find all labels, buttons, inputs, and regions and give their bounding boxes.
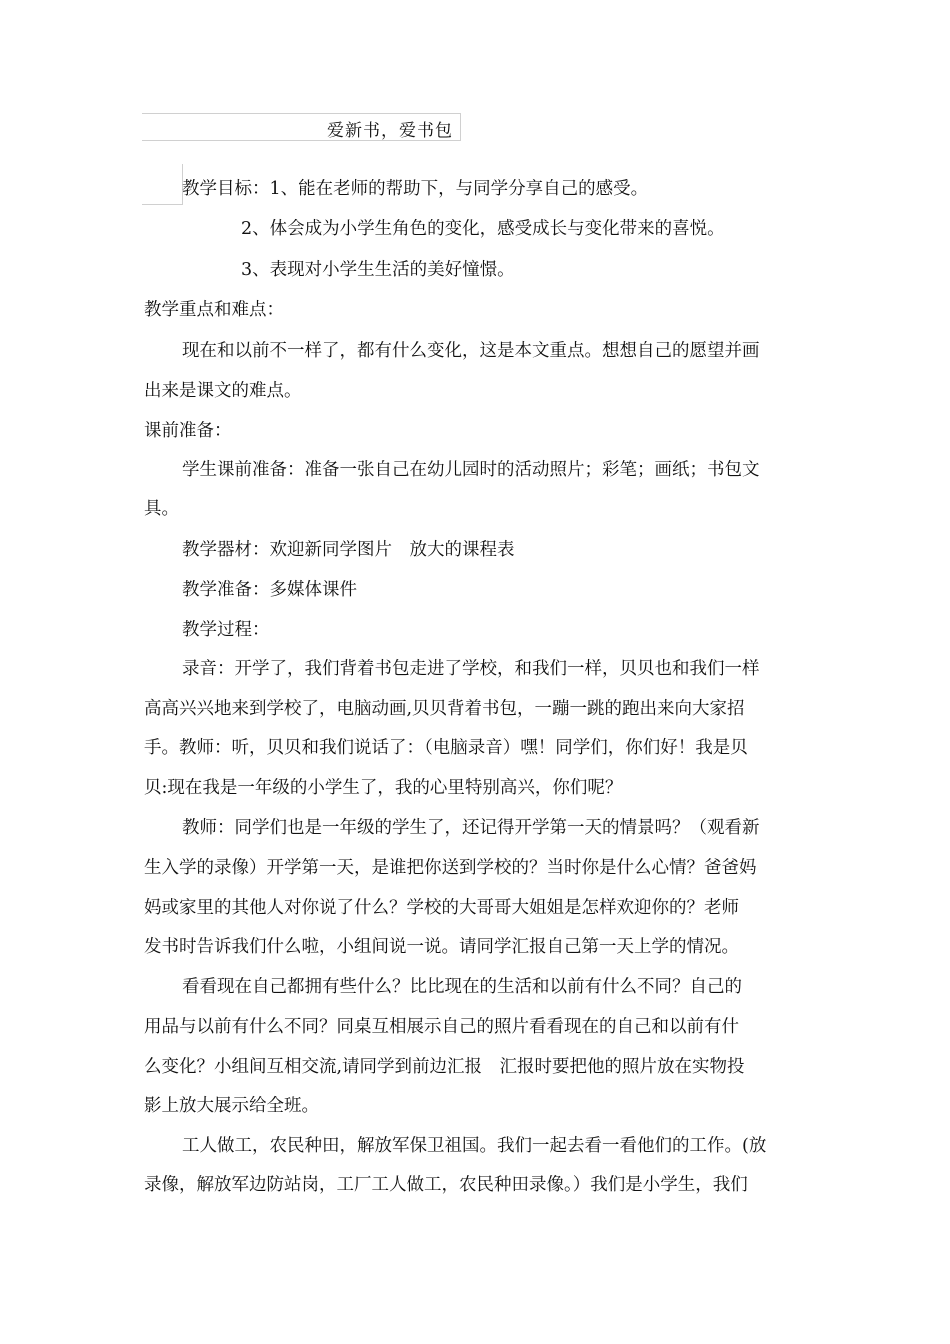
paragraph-line: 教学准备：多媒体课件 <box>182 580 357 600</box>
paragraph-line: 教师：同学们也是一年级的学生了，还记得开学第一天的情景吗？（观看新 <box>182 818 760 838</box>
objective-line-2: 2、体会成为小学生角色的变化，感受成长与变化带来的喜悦。 <box>241 219 725 239</box>
paragraph-line: 现在和以前不一样了，都有什么变化，这是本文重点。想想自己的愿望并画 <box>182 341 760 361</box>
objective-line-3: 3、表现对小学生生活的美好憧憬。 <box>241 260 515 280</box>
paragraph-line: 妈或家里的其他人对你说了什么？学校的大哥哥大姐姐是怎样欢迎你的？老师 <box>144 898 739 918</box>
paragraph-line: 高高兴兴地来到学校了，电脑动画,贝贝背着书包，一蹦一跳的跑出来向大家招 <box>144 699 745 719</box>
paragraph-line: 贝:现在我是一年级的小学生了，我的心里特别高兴，你们呢？ <box>144 778 623 798</box>
paragraph-line: 看看现在自己都拥有些什么？比比现在的生活和以前有什么不同？自己的 <box>182 977 742 997</box>
document-title: 爱新书，爱书包 <box>327 121 453 141</box>
paragraph-line: 学生课前准备：准备一张自己在幼儿园时的活动照片；彩笔；画纸；书包文 <box>182 460 760 480</box>
paragraph-line: 发书时告诉我们什么啦，小组间说一说。请同学汇报自己第一天上学的情况。 <box>144 937 739 957</box>
objective-line-1: 教学目标：1、能在老师的帮助下，与同学分享自己的感受。 <box>182 179 649 199</box>
paragraph-line: 生入学的录像）开学第一天，是谁把你送到学校的？当时你是什么心情？爸爸妈 <box>144 858 757 878</box>
section-heading-preparation: 课前准备： <box>144 421 232 441</box>
paragraph-line: 手。教师：听，贝贝和我们说话了：（电脑录音）嘿！同学们，你们好！我是贝 <box>144 738 748 758</box>
section-heading-key-points: 教学重点和难点： <box>144 300 284 320</box>
paragraph-line: 录像，解放军边防站岗，工厂工人做工，农民种田录像。）我们是小学生，我们 <box>144 1175 748 1195</box>
section-heading-process: 教学过程： <box>182 620 270 640</box>
paragraph-line: 工人做工，农民种田，解放军保卫祖国。我们一起去看一看他们的工作。(放 <box>182 1136 767 1156</box>
paragraph-line: 教学器材：欢迎新同学图片 放大的课程表 <box>182 540 515 560</box>
paragraph-line: 具。 <box>144 499 179 519</box>
paragraph-line: 用品与以前有什么不同？同桌互相展示自己的照片看看现在的自己和以前有什 <box>144 1017 739 1037</box>
paragraph-line: 么变化？小组间互相交流,请同学到前边汇报 汇报时要把他的照片放在实物投 <box>144 1057 745 1077</box>
paragraph-line: 影上放大展示给全班。 <box>144 1096 319 1116</box>
paragraph-line: 出来是课文的难点。 <box>144 381 302 401</box>
corner-mark <box>142 164 183 205</box>
paragraph-line: 录音：开学了，我们背着书包走进了学校，和我们一样，贝贝也和我们一样 <box>182 659 760 679</box>
